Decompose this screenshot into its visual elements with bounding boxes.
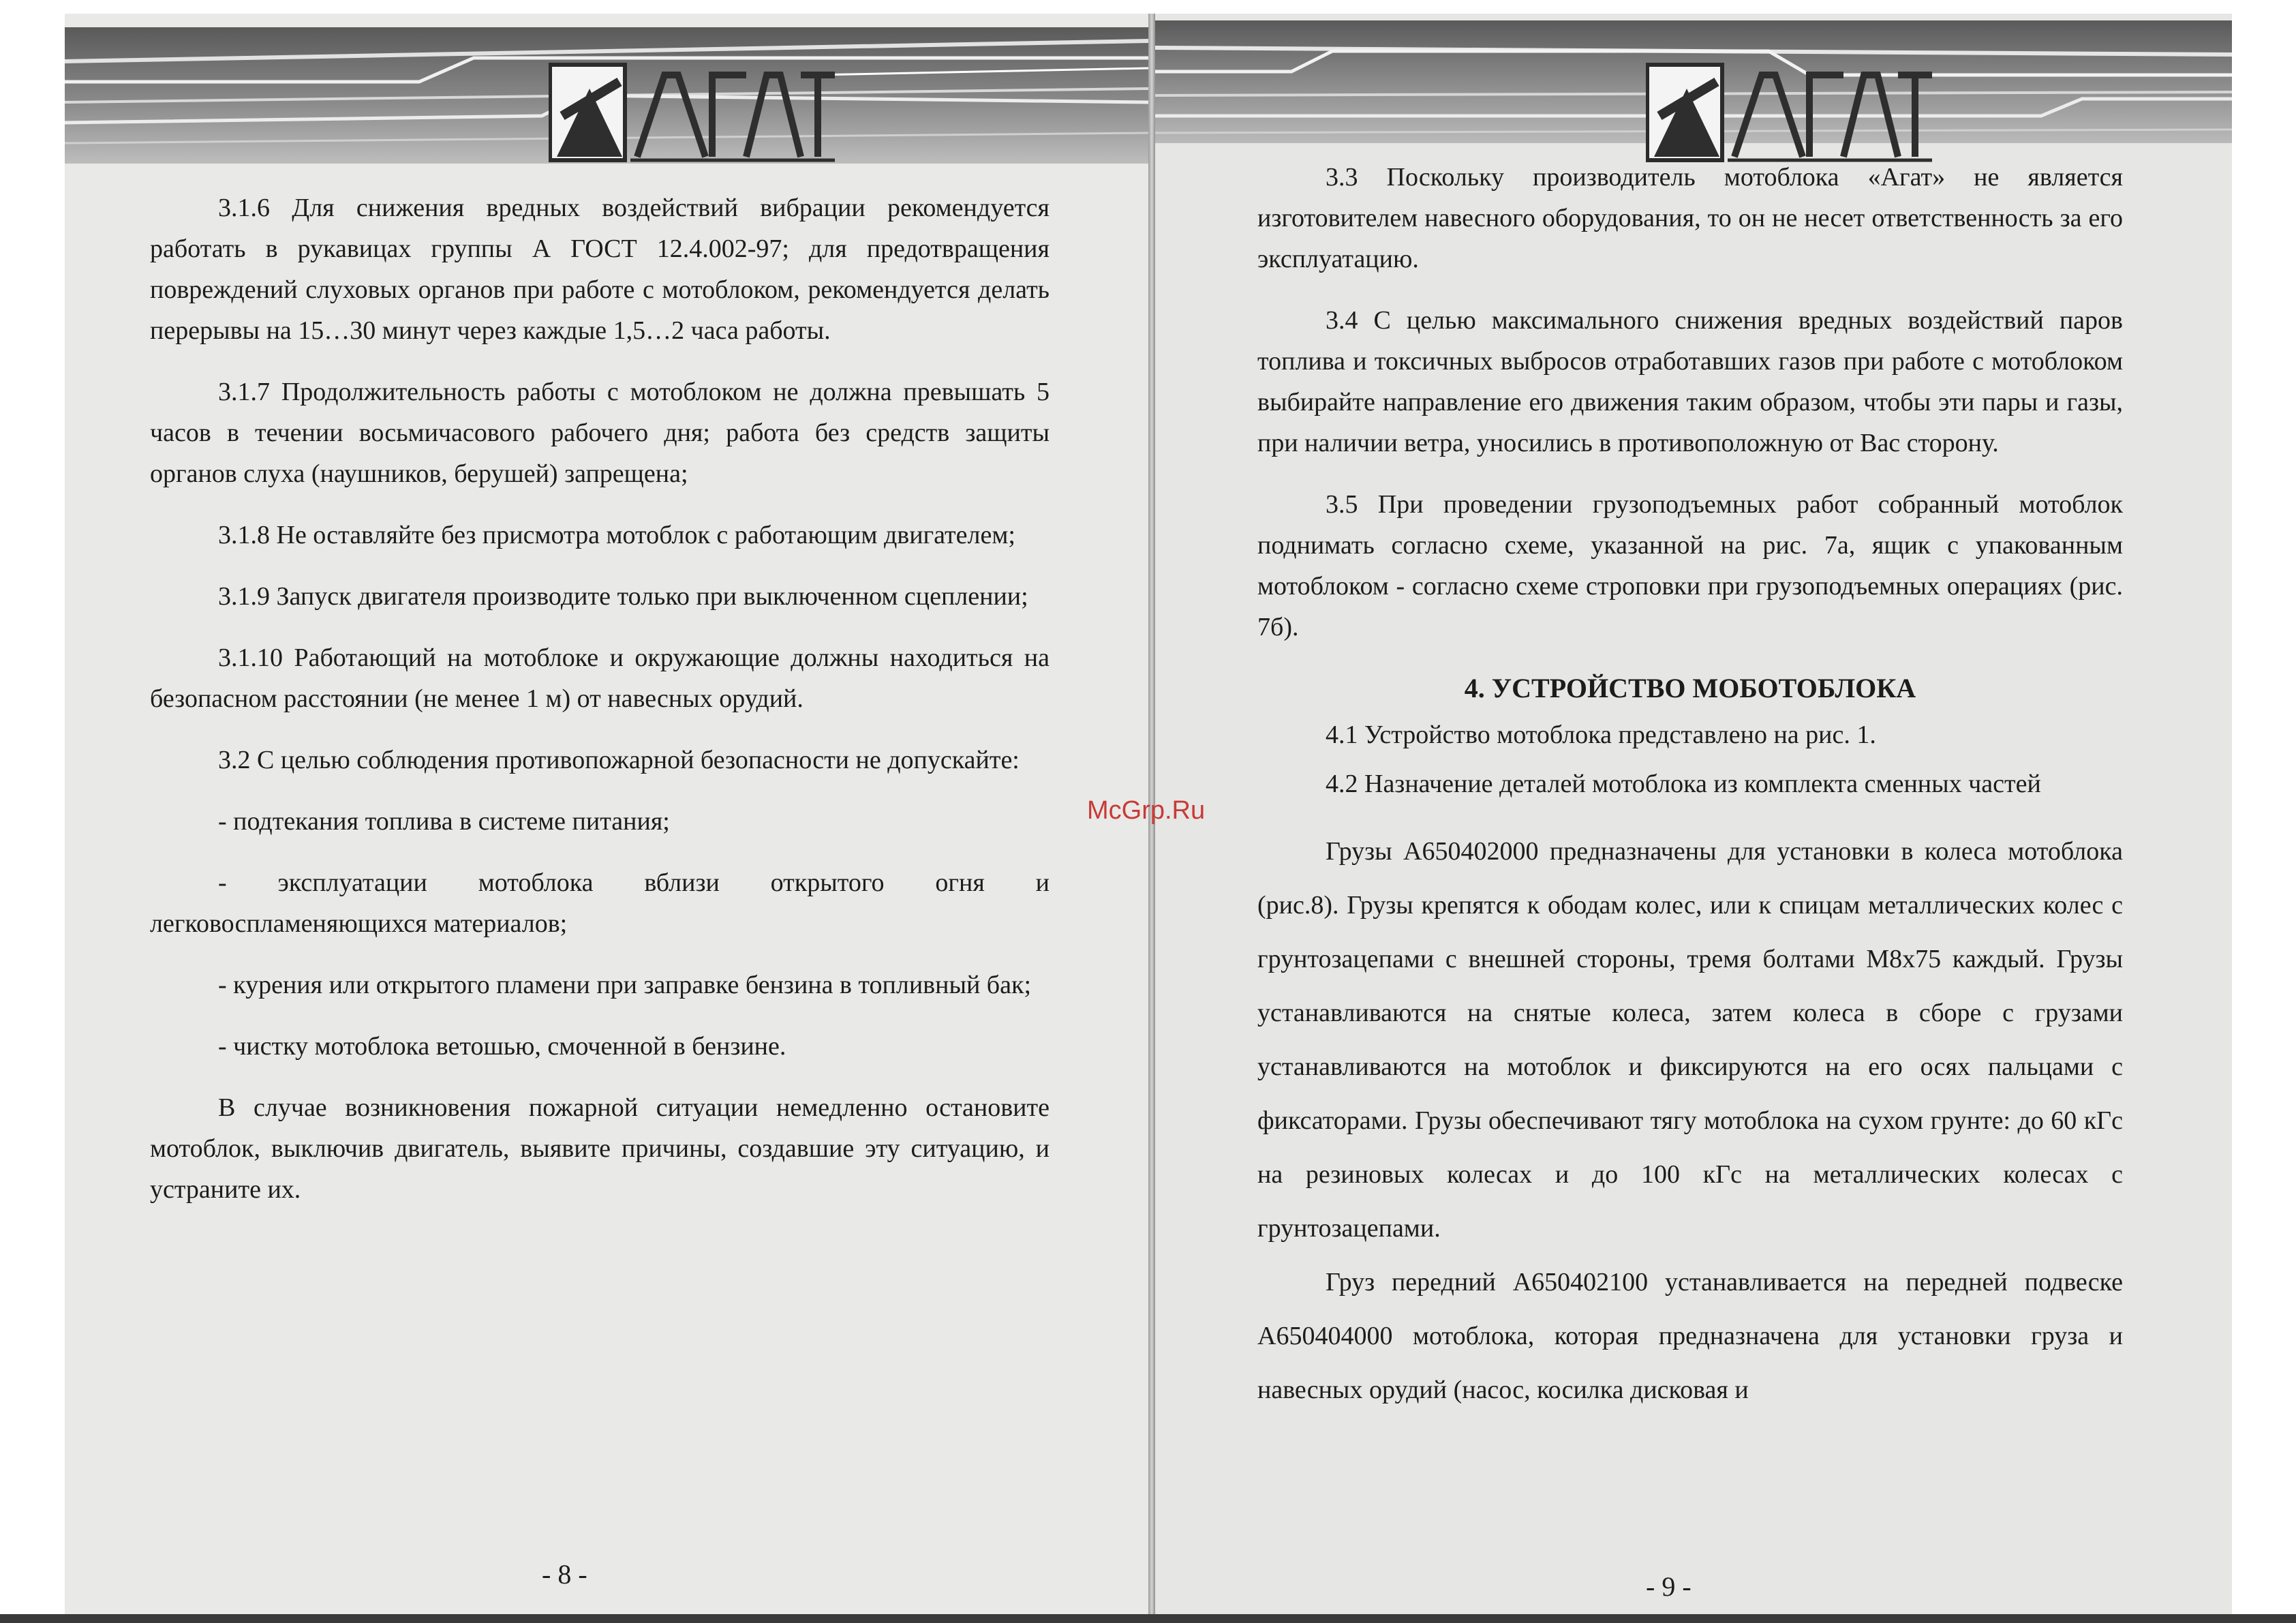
paragraph-3-5: 3.5 При проведении грузоподъемных работ собранный мотоблок поднимать согласно схеме, указанной на рис. 7а, ящик с упакованным мотоблоком - согласно схеме строповки при грузоподъемных операциях (рис. 7б). bbox=[1257, 490, 2123, 641]
paragraph-fire-situation: В случае возникновения пожарной ситуации немедленно остановите мотоблок, выключив двигатель, выявите причины, создавшие эту ситуацию, и устраните их. bbox=[150, 1093, 1050, 1204]
watermark: McGrp.Ru bbox=[1087, 796, 1206, 825]
page-number-right: - 9 - bbox=[1646, 1571, 1692, 1602]
scan-edge bbox=[0, 1614, 2296, 1623]
paragraph-3-1-8: 3.1.8 Не оставляйте без присмотра мотоблок с работающим двигателем; bbox=[218, 521, 1015, 549]
agat-logo-right bbox=[1646, 61, 1932, 164]
paragraph-4-2: 4.2 Назначение деталей мотоблока из комплекта сменных частей bbox=[1326, 770, 2041, 798]
paragraph-3-1-9: 3.1.9 Запуск двигателя производите только при выключенном сцеплении; bbox=[218, 582, 1028, 611]
page-number-left: - 8 - bbox=[542, 1559, 587, 1590]
list-item-cleaning: - чистку мотоблока ветошью, смоченной в бензине. bbox=[218, 1032, 786, 1061]
paragraph-3-4: 3.4 С целью максимального снижения вредных воздействий паров топлива и токсичных выбросов отработавших газов при работе с мотоблоком выбирайте направление его движения таким образом, чтобы эти пары и газы, при наличии ветра, уносились в противоположную от Вас сторону. bbox=[1257, 306, 2123, 457]
left-body-text bbox=[150, 187, 1050, 1230]
right-body-text bbox=[1257, 157, 2123, 1417]
paragraph-3-1-10: 3.1.10 Работающий на мотоблоке и окружающие должны находиться на безопасном расстоянии (не менее 1 м) от навесных орудий. bbox=[150, 643, 1050, 713]
paragraph-3-3: 3.3 Поскольку производитель мотоблока «Агат» не является изготовителем навесного оборудования, то он не несет ответственность за его эксплуатацию. bbox=[1257, 163, 2123, 273]
paragraph-3-1-7: 3.1.7 Продолжительность работы с мотоблоком не должна превышать 5 часов в течении восьмичасового рабочего дня; работа без средств защиты органов слуха (наушников, берушей) запрещена; bbox=[150, 378, 1050, 488]
page-right bbox=[1155, 14, 2232, 1623]
paragraph-4-1: 4.1 Устройство мотоблока представлено на рис. 1. bbox=[1326, 721, 1876, 749]
paragraph-gruzy: Грузы А650402000 предназначены для установки в колеса мотоблока (рис.8). Грузы крепятся к ободам колес, или к спицам металлических колес с грунтозацепами с внешней стороны, тремя болтами М8х75 каждый. Грузы устанавливаются на снятые колеса, затем колеса в сборе с грузами устанавливаются на мотоблок и фиксируются на его осях пальцами с фиксаторами. Грузы обеспечивают тягу мотоблока на сухом грунте: до 60 кГс на резиновых колесах и до 100 кГс на металлических колесах с грунтозацепами. bbox=[1257, 837, 2123, 1243]
list-item-open-fire: - эксплуатации мотоблока вблизи открытого огня и легковоспламеняющихся материалов; bbox=[150, 868, 1050, 938]
paragraph-3-2: 3.2 С целью соблюдения противопожарной безопасности не допускайте: bbox=[218, 746, 1020, 774]
paragraph-3-1-6: 3.1.6 Для снижения вредных воздействий вибрации рекомендуется работать в рукавицах группы А ГОСТ 12.4.002-97; для предотвращения повреждений слуховых органов при работе с мотоблоком, рекомендуется делать перерывы на 15…30 минут через каждые 1,5…2 часа работы. bbox=[150, 194, 1050, 345]
page-left bbox=[65, 14, 1148, 1623]
list-item-fuel-leak: - подтекания топлива в системе питания; bbox=[218, 807, 670, 836]
section-heading: 4. УСТРОЙСТВО МОБОТОБЛОКА bbox=[1464, 673, 1916, 703]
list-item-smoking: - курения или открытого пламени при заправке бензина в топливный бак; bbox=[218, 971, 1032, 999]
paragraph-gruz-peredniy: Груз передний А650402100 устанавливается на передней подвеске А650404000 мотоблока, которая предназначена для установки груза и навесных орудий (насос, косилка дисковая и bbox=[1257, 1268, 2123, 1404]
agat-logo bbox=[549, 61, 835, 164]
